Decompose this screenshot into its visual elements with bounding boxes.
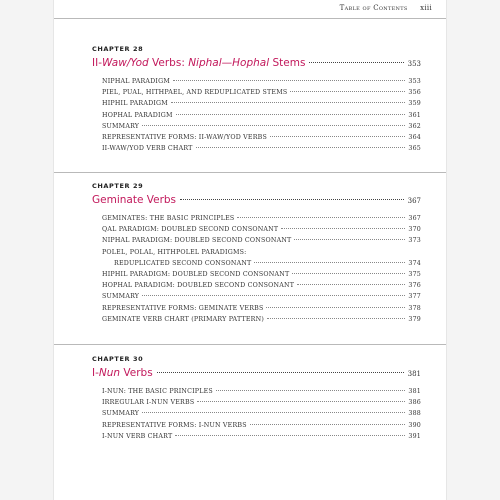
- toc-entry[interactable]: I-NUN VERB CHART 391: [102, 432, 421, 440]
- toc-entry[interactable]: POLEL, POLAL, HITHPOLEL PARADIGMS:: [102, 248, 247, 256]
- dot-leader: [157, 372, 404, 373]
- toc-entry[interactable]: IRREGULAR I-NUN VERBS 386: [102, 399, 421, 407]
- chapter-page-number: 381: [407, 370, 421, 378]
- toc-entry[interactable]: NIPHAL PARADIGM 353: [102, 78, 421, 85]
- toc-entry[interactable]: PIEL, PUAL, HITHPAEL, AND REDUPLICATED STEMS 356: [102, 89, 421, 97]
- entry-list: [92, 386, 421, 442]
- chapter-29-block: [92, 181, 421, 325]
- section-divider: [54, 172, 446, 173]
- header-rule: [54, 18, 446, 19]
- chapter-label: CHAPTER 28: [92, 45, 144, 53]
- running-head: [340, 4, 432, 12]
- toc-entry[interactable]: HOPHAL PARADIGM 361: [102, 111, 421, 119]
- toc-entry[interactable]: REPRESENTATIVE FORMS: GEMINATE VERBS 378: [102, 304, 421, 312]
- chapter-title[interactable]: [92, 365, 421, 382]
- toc-entry[interactable]: NIPHAL PARADIGM: DOUBLED SECOND CONSONANT 373: [102, 237, 421, 245]
- entry-list: [92, 213, 421, 325]
- chapter-title[interactable]: [92, 192, 421, 209]
- chapter-label: CHAPTER 29: [92, 182, 144, 190]
- chapter-label: CHAPTER 30: [92, 355, 144, 363]
- chapter-title-text: II-Waw/Yod Verbs: Niphal—Hophal Stems: [92, 57, 306, 69]
- chapter-page-number: 353: [407, 60, 421, 68]
- chapter-30-block: [92, 354, 421, 442]
- toc-entry[interactable]: SUMMARY 377: [102, 293, 421, 301]
- running-head-title: Table of Contents: [339, 4, 408, 12]
- book-page: [54, 0, 446, 500]
- toc-entry[interactable]: SUMMARY 362: [102, 122, 421, 130]
- toc-entry[interactable]: II-WAW/YOD VERB CHART 365: [102, 145, 421, 153]
- dot-leader: [309, 62, 403, 63]
- toc-entry[interactable]: REPRESENTATIVE FORMS: II-WAW/YOD VERBS 364: [102, 133, 421, 141]
- running-head-page-number: xiii: [420, 4, 432, 12]
- chapter-28-block: [92, 44, 421, 154]
- toc-entry[interactable]: QAL PARADIGM: DOUBLED SECOND CONSONANT 370: [102, 226, 421, 234]
- entry-list: [92, 76, 421, 154]
- toc-entry[interactable]: HOPHAL PARADIGM: DOUBLED SECOND CONSONANT 376: [102, 282, 421, 290]
- chapter-title[interactable]: [92, 55, 421, 72]
- toc-entry[interactable]: HIPHIL PARADIGM: DOUBLED SECOND CONSONANT 375: [102, 270, 421, 278]
- section-divider: [54, 344, 446, 345]
- toc-entry[interactable]: SUMMARY 388: [102, 410, 421, 418]
- chapter-title-text: Geminate Verbs: [92, 194, 177, 206]
- toc-entry[interactable]: REDUPLICATED SECOND CONSONANT 374: [114, 259, 421, 267]
- chapter-page-number: 367: [407, 197, 421, 205]
- toc-entry[interactable]: HIPHIL PARADIGM 359: [102, 100, 421, 108]
- toc-entry[interactable]: GEMINATE VERB CHART (PRIMARY PATTERN) 379: [102, 315, 421, 323]
- toc-entry[interactable]: GEMINATES: THE BASIC PRINCIPLES 367: [102, 215, 421, 222]
- dot-leader: [180, 199, 404, 200]
- toc-entry[interactable]: REPRESENTATIVE FORMS: I-NUN VERBS 390: [102, 421, 421, 429]
- toc-entry[interactable]: I-NUN: THE BASIC PRINCIPLES 381: [102, 388, 421, 395]
- chapter-title-text: I-Nun Verbs: [92, 367, 153, 379]
